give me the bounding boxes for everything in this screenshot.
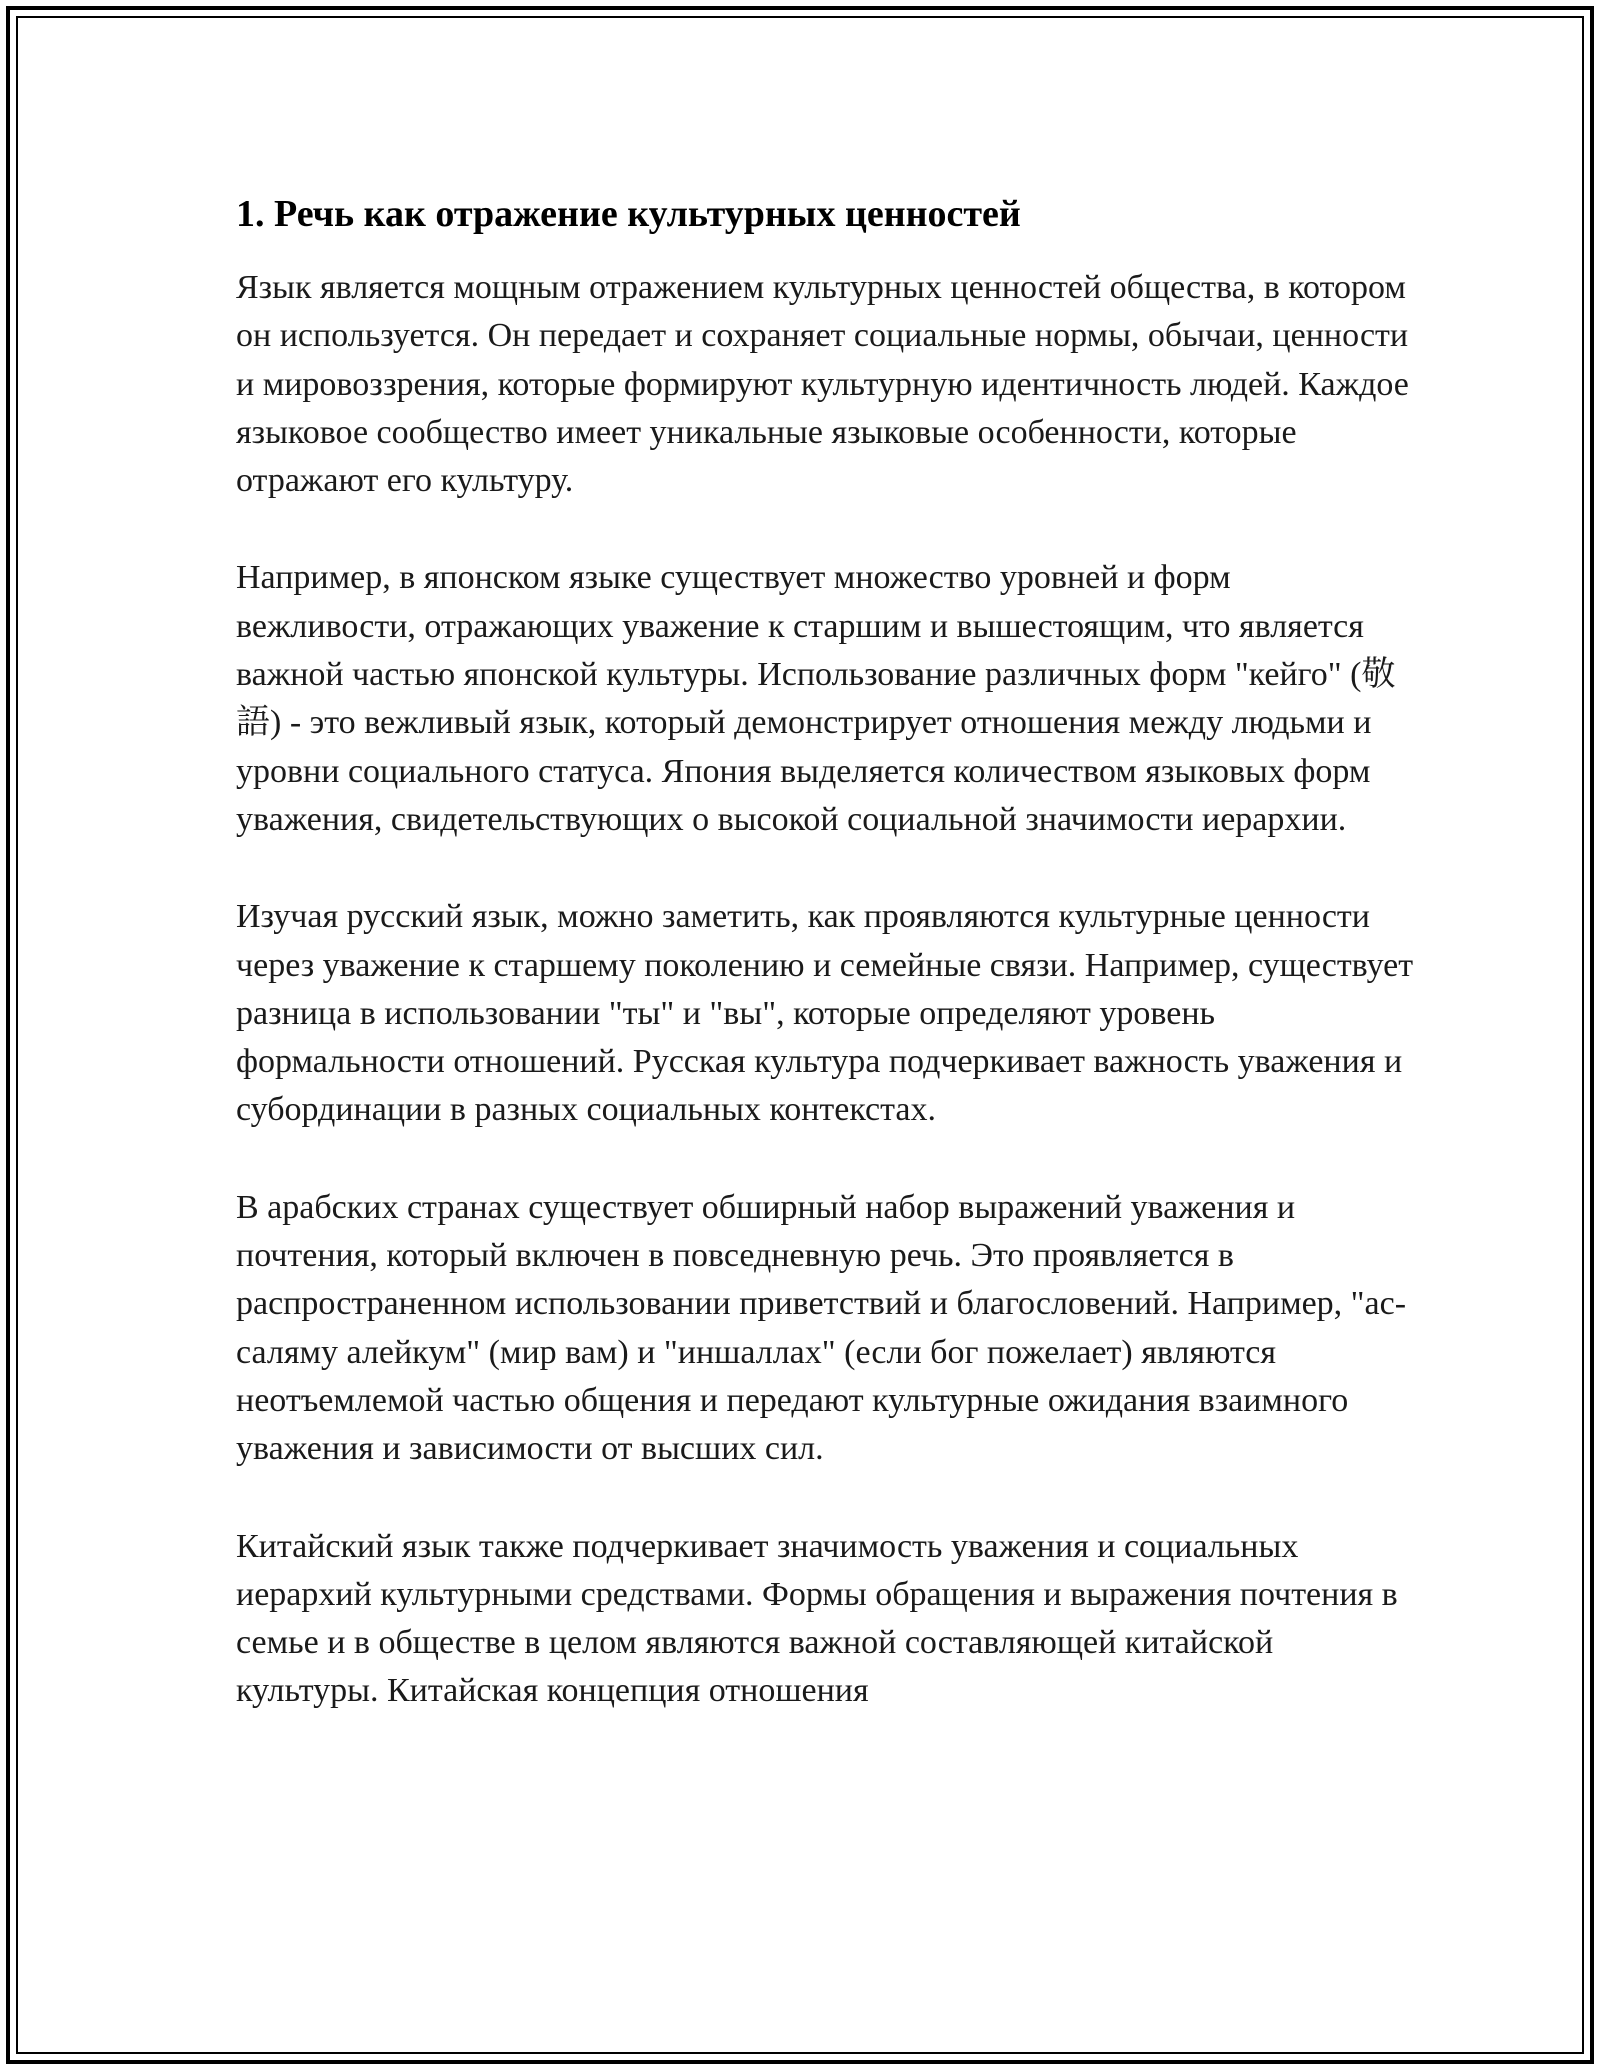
paragraph-chinese: Китайский язык также подчеркивает значимость уважения и социальных иерархий культурными средствами. Формы обращения и выражения почтения в семье и в обществе в целом являются важной составляющей китайской культуры. Китайская концепция отношения [236, 1527, 1398, 1710]
paragraph-language-culture: Язык является мощным отражением культурных ценностей общества, в котором он используется. Он передает и сохраняет социальные нормы, обычаи, ценности и мировоззрения, которые формируют культурную идентичность людей. Каждое языковое сообщество имеет уникальные языковые особенности, которые отражают его культуру. [236, 269, 1409, 500]
document-body [236, 186, 1416, 1716]
section-heading: 1. Речь как отражение культурных ценностей [236, 193, 1021, 235]
paragraph-arabic: В арабских странах существует обширный набор выражений уважения и почтения, который включен в повседневную речь. Это проявляется в распространенном использовании приветствий и благословений. Например, "ас-саляму алейкум" (мир вам) и "иншаллах" (если бог пожелает) являются неотъемлемой частью общения и передают культурные ожидания взаимного уважения и зависимости от высших сил. [236, 1188, 1407, 1468]
paragraph-russian: Изучая русский язык, можно заметить, как проявляются культурные ценности через уважение к старшему поколению и семейные связи. Например, существует разница в использовании "ты" и "вы", которые определяют уровень формальности отношений. Русская культура подчеркивает важность уважения и субординации в разных социальных контекстах. [236, 898, 1414, 1129]
paragraph-japanese: Например, в японском языке существует множество уровней и форм вежливости, отражающих уважение к старшим и вышестоящим, что является важной частью японской культуры. Использование различных форм "кейго" (敬語) - это вежливый язык, который демонстрирует отношения между людьми и уровни социального статуса. Япония выделяется количеством языковых форм уважения, свидетельствующих о высокой социальной значимости иерархии. [236, 559, 1396, 838]
